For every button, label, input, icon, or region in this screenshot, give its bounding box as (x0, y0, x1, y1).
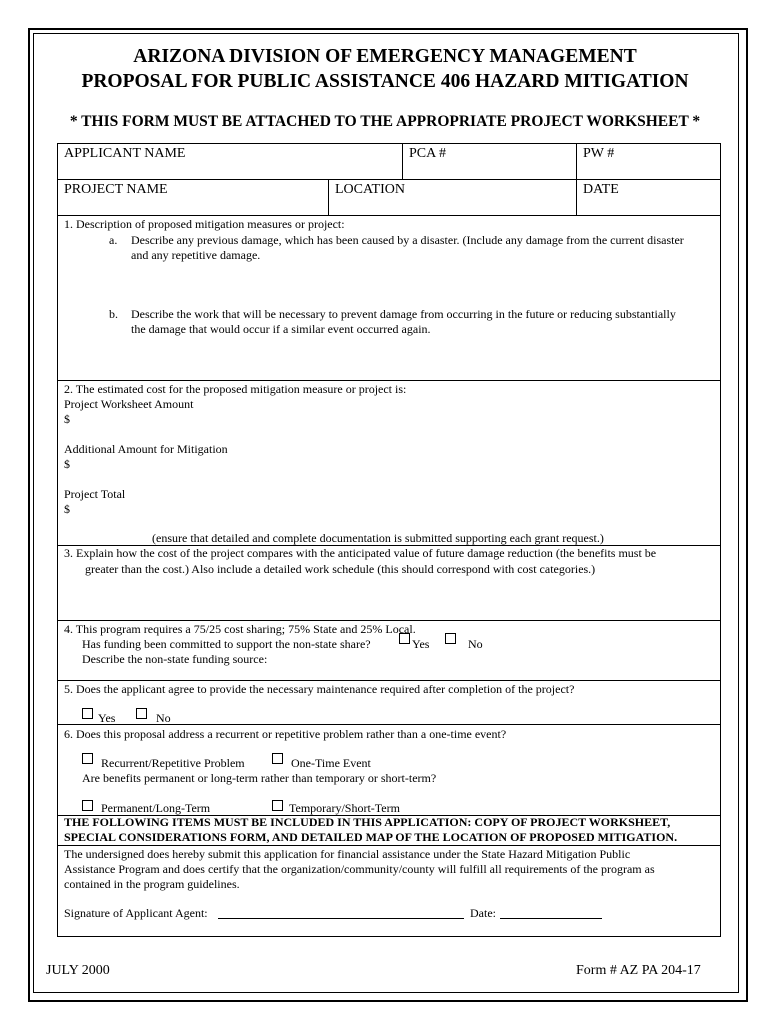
maintenance-no-checkbox[interactable] (136, 708, 147, 719)
maintenance-yes-label: Yes (98, 711, 116, 725)
pw-field[interactable]: PW # (583, 146, 615, 161)
section6-question: 6. Does this proposal address a recurrent or repetitive problem rather than a one-time event? (64, 727, 507, 741)
row-divider (57, 680, 720, 681)
section1-b-line1: Describe the work that will be necessary to prevent damage from occurring in the future or reducing substantially (131, 307, 676, 321)
recurrent-checkbox[interactable] (82, 753, 93, 764)
section1-b-label: b. (109, 307, 118, 321)
project-total-label: Project Total (64, 487, 126, 501)
col-divider (576, 143, 577, 215)
attachment-note: * THIS FORM MUST BE ATTACHED TO THE APPROPRIATE PROJECT WORKSHEET * (69, 113, 701, 130)
section3-line1: 3. Explain how the cost of the project compares with the anticipated value of future damage reduction (the benefits must be (64, 546, 657, 560)
row-divider (57, 179, 720, 180)
footer-date: JULY 2000 (46, 963, 110, 978)
project-name-field[interactable]: PROJECT NAME (64, 182, 168, 197)
form-title-line2: PROPOSAL FOR PUBLIC ASSISTANCE 406 HAZARD MITIGATION (81, 71, 689, 92)
temporary-checkbox[interactable] (272, 800, 283, 811)
section1-a-label: a. (109, 233, 118, 247)
permanent-checkbox[interactable] (82, 800, 93, 811)
row-divider (57, 620, 720, 621)
project-total-field[interactable]: $ (64, 502, 70, 516)
required-items-line2: SPECIAL CONSIDERATIONS FORM, AND DETAILED MAP OF THE LOCATION OF PROPOSED MITIGATION. (64, 830, 678, 844)
section4-line2: Has funding been committed to support the non-state share? (82, 637, 371, 651)
funding-yes-checkbox[interactable] (399, 633, 410, 644)
certification-line2: Assistance Program and does certify that the organization/community/county will fulfill all requirements of the program as (64, 862, 655, 876)
onetime-label: One-Time Event (291, 756, 371, 770)
signature-date-label: Date: (470, 906, 496, 920)
funding-yes-label: Yes (412, 637, 430, 651)
funding-no-checkbox[interactable] (445, 633, 456, 644)
section2-heading: 2. The estimated cost for the proposed mitigation measure or project is: (64, 382, 407, 396)
temporary-label: Temporary/Short-Term (289, 801, 400, 815)
row-divider (57, 215, 720, 216)
applicant-name-field[interactable]: APPLICANT NAME (64, 146, 186, 161)
date-field[interactable]: DATE (583, 182, 619, 197)
additional-amount-label: Additional Amount for Mitigation (64, 442, 228, 456)
col-divider (402, 143, 403, 179)
section1-b-line2[interactable]: the damage that would occur if a similar event occurred again. (131, 322, 431, 336)
recurrent-label: Recurrent/Repetitive Problem (101, 756, 245, 770)
section5-question: 5. Does the applicant agree to provide the necessary maintenance required after completion of the project? (64, 682, 575, 696)
section3-line2[interactable]: greater than the cost.) Also include a detailed work schedule (this should correspond with cost categories.) (85, 562, 596, 576)
funding-no-label: No (468, 637, 483, 651)
benefits-question: Are benefits permanent or long-term rather than temporary or short-term? (82, 771, 437, 785)
pca-field[interactable]: PCA # (409, 146, 446, 161)
permanent-label: Permanent/Long-Term (101, 801, 211, 815)
required-items-line1: THE FOLLOWING ITEMS MUST BE INCLUDED IN THIS APPLICATION: COPY OF PROJECT WORKSHEET, (64, 815, 671, 829)
additional-amount-field[interactable]: $ (64, 457, 70, 471)
form-title-line1: ARIZONA DIVISION OF EMERGENCY MANAGEMENT (133, 46, 637, 67)
section4-line3[interactable]: Describe the non-state funding source: (82, 652, 268, 666)
section1-heading: 1. Description of proposed mitigation measures or project: (64, 217, 345, 231)
section1-a-line1: Describe any previous damage, which has been caused by a disaster. (Include any damage from the current disaster (131, 233, 684, 247)
documentation-note: (ensure that detailed and complete documentation is submitted supporting each grant request.) (152, 531, 604, 545)
section1-a-line2[interactable]: and any repetitive damage. (131, 248, 261, 262)
certification-line3: contained in the program guidelines. (64, 877, 240, 891)
location-field[interactable]: LOCATION (335, 182, 405, 197)
onetime-checkbox[interactable] (272, 753, 283, 764)
row-divider (57, 380, 720, 381)
pw-amount-field[interactable]: $ (64, 412, 70, 426)
col-divider (328, 179, 329, 215)
pw-amount-label: Project Worksheet Amount (64, 397, 194, 411)
certification-line1: The undersigned does hereby submit this application for financial assistance under the State Hazard Mitigation Public (64, 847, 631, 861)
row-divider (57, 724, 720, 725)
row-divider (57, 845, 720, 846)
section4-line1: 4. This program requires a 75/25 cost sharing; 75% State and 25% Local. (64, 622, 416, 636)
maintenance-yes-checkbox[interactable] (82, 708, 93, 719)
signature-date-line[interactable] (500, 918, 602, 919)
signature-label: Signature of Applicant Agent: (64, 906, 208, 920)
signature-line[interactable] (218, 918, 464, 919)
form-number: Form # AZ PA 204-17 (576, 963, 701, 978)
maintenance-no-label: No (156, 711, 171, 725)
